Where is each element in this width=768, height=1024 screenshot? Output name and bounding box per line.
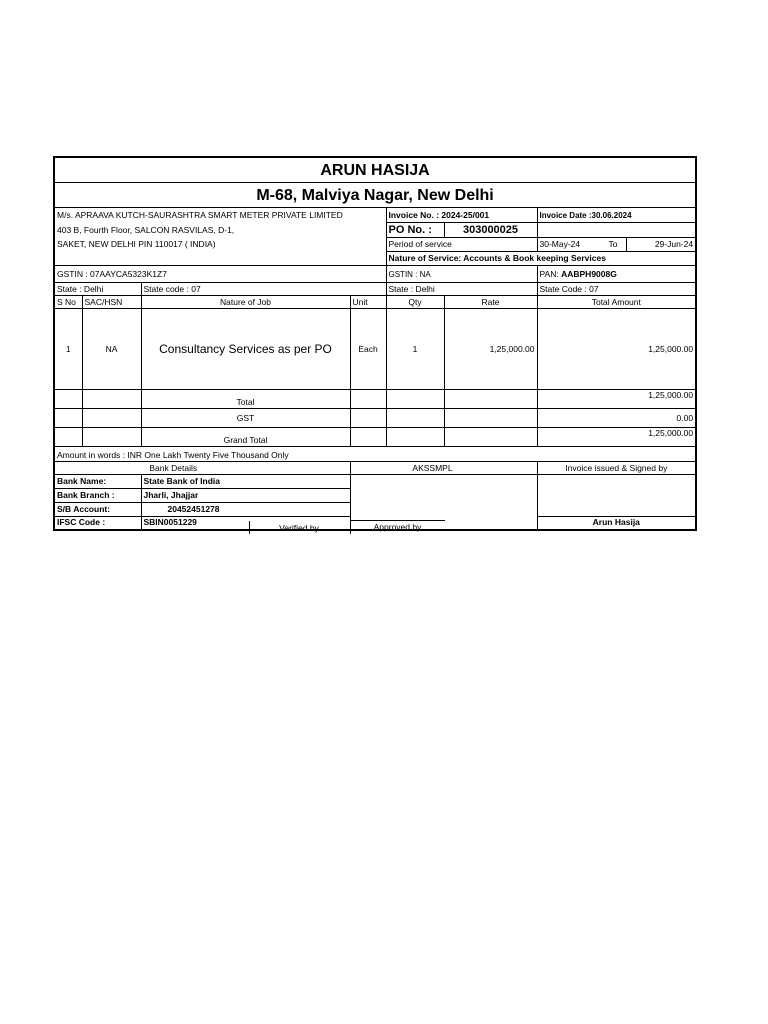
signer-name: Arun Hasija xyxy=(537,517,696,530)
pan-value: AABPH9008G xyxy=(561,268,617,279)
col-sno: S No xyxy=(54,296,82,309)
branch-label: Bank Branch : xyxy=(54,489,141,503)
blank-cell xyxy=(54,390,82,409)
pan-label: PAN: xyxy=(539,268,559,279)
bank-details-heading: Bank Details xyxy=(54,462,350,475)
period-to: 29-Jun-24 xyxy=(626,238,696,252)
period-from xyxy=(537,238,626,252)
period-from-date: 30-May-24 xyxy=(539,239,581,249)
row-sno: 1 xyxy=(54,309,82,390)
total-label: Total xyxy=(141,390,350,409)
row-sac: NA xyxy=(82,309,141,390)
seller-state-code: State Code : 07 xyxy=(537,283,696,296)
nature-of-service: Nature of Service: Accounts & Book keeping Services xyxy=(386,252,696,266)
row-job: Consultancy Services as per PO xyxy=(141,309,350,390)
issuer-address: M-68, Malviya Nagar, New Delhi xyxy=(54,183,696,208)
account-value: 20452451278 xyxy=(141,503,350,517)
buyer-state-code: State code : 07 xyxy=(141,283,386,296)
blank-cell xyxy=(350,390,386,409)
col-amount: Total Amount xyxy=(537,296,696,309)
blank-cell xyxy=(386,428,444,447)
seller-gstin: GSTIN : NA xyxy=(386,266,537,283)
row-qty: 1 xyxy=(386,309,444,390)
account-label: S/B Account: xyxy=(54,503,141,517)
gst-label: GST xyxy=(141,409,350,428)
approved-by: Approved by xyxy=(373,522,422,532)
bank-name: State Bank of India xyxy=(141,475,350,489)
blank-cell xyxy=(350,409,386,428)
col-rate: Rate xyxy=(444,296,537,309)
table-row xyxy=(54,309,696,390)
seller-state: State : Delhi xyxy=(386,283,537,296)
buyer-blank xyxy=(54,252,386,266)
blank-cell xyxy=(82,390,141,409)
gst-value: 0.00 xyxy=(537,409,696,428)
signature-space xyxy=(537,475,696,517)
pan xyxy=(537,266,696,283)
col-sac: SAC/HSN xyxy=(82,296,141,309)
row-rate: 1,25,000.00 xyxy=(444,309,537,390)
po-label: PO No. : xyxy=(386,223,444,238)
invoice-number: Invoice No. : 2024-25/001 xyxy=(386,208,537,223)
blank-cell xyxy=(444,428,537,447)
grand-total-value: 1,25,000.00 xyxy=(537,428,696,447)
col-nature: Nature of Job xyxy=(141,296,350,309)
period-label: Period of service xyxy=(386,238,537,252)
blank-cell xyxy=(82,428,141,447)
total-value: 1,25,000.00 xyxy=(537,390,696,409)
buyer-line3: SAKET, NEW DELHI PIN 110017 ( INDIA) xyxy=(54,238,386,252)
blank-cell xyxy=(82,409,141,428)
issued-by-heading: Invoice issued & Signed by xyxy=(537,462,696,475)
invoice-date: Invoice Date :30.06.2024 xyxy=(537,208,696,223)
blank-cell xyxy=(54,428,82,447)
blank-cell xyxy=(386,409,444,428)
branch-value: Jharli, Jhajjar xyxy=(141,489,350,503)
bank-name-label: Bank Name: xyxy=(54,475,141,489)
invoice-document xyxy=(53,156,695,531)
buyer-line2: 403 B, Fourth Floor, SALCON RASVILAS, D-1, xyxy=(54,223,386,238)
buyer-state: State : Delhi xyxy=(54,283,141,296)
blank-cell xyxy=(386,390,444,409)
row-unit: Each xyxy=(350,309,386,390)
col-qty: Qty xyxy=(386,296,444,309)
blank-cell xyxy=(444,409,537,428)
blank-cell xyxy=(444,390,537,409)
issuer-name: ARUN HASIJA xyxy=(54,157,696,183)
po-empty xyxy=(537,223,696,238)
ifsc-label: IFSC Code : xyxy=(54,517,141,530)
grand-total-label: Grand Total xyxy=(141,428,350,447)
invoice-table xyxy=(53,156,697,531)
buyer-line1: M/s. APRAAVA KUTCH-SAURASHTRA SMART METER PRIVATE LIMITED xyxy=(54,208,386,223)
blank-cell xyxy=(54,409,82,428)
blank-cell xyxy=(350,428,386,447)
ifsc-value: SBIN0051229 xyxy=(141,517,350,530)
verified-by: Verified by xyxy=(279,523,319,533)
po-value: 303000025 xyxy=(444,223,537,238)
period-to-label: To xyxy=(608,239,618,249)
amount-in-words: Amount in words : INR One Lakh Twenty Five Thousand Only xyxy=(54,447,696,462)
buyer-gstin: GSTIN : 07AAYCA5323K1Z7 xyxy=(54,266,386,283)
row-amount: 1,25,000.00 xyxy=(537,309,696,390)
col-unit: Unit xyxy=(350,296,386,309)
company-heading: AKSSMPL xyxy=(350,462,537,475)
